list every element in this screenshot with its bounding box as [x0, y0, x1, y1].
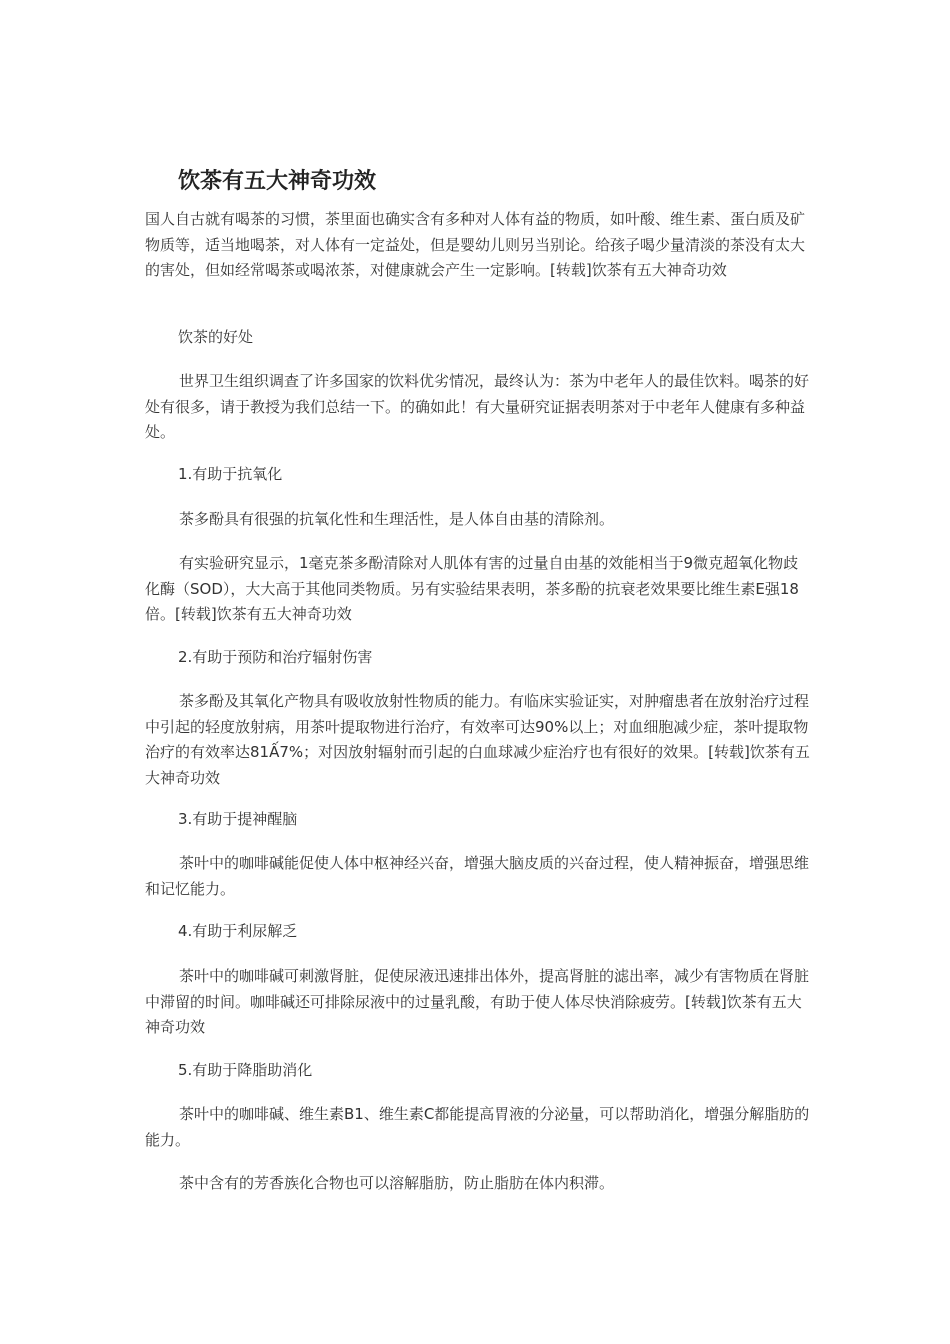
section-paragraph: 茶叶中的咖啡碱能促使人体中枢神经兴奋，增强大脑皮质的兴奋过程，使人精神振奋，增强思维和记忆能力。 — [145, 854, 810, 898]
section-paragraph: 茶多酚及其氧化产物具有吸收放射性物质的能力。有临床实验证实，对肿瘤患者在放射治疗过程中引起的轻度放射病，用茶叶提取物进行治疗，有效率可达90%以上；对血细胞减少症，茶叶提取物治疗的有效率达81Ấ7%；对因放射辐射而引起的白血球减少症治疗也有很好的效果。[转载]饮茶有五大神奇功效 — [145, 692, 810, 787]
section-heading-diuretic: 4.有助于利尿解乏 — [178, 922, 298, 940]
section-heading-antioxidant: 1.有助于抗氧化 — [178, 465, 283, 483]
who-paragraph: 世界卫生组织调查了许多国家的饮料优劣情况，最终认为：茶为中老年人的最佳饮料。喝茶的好处有很多，请于教授为我们总结一下。的确如此！有大量研究证据表明茶对于中老年人健康有多种益处。 — [145, 372, 810, 441]
intro-paragraph: 国人自古就有喝茶的习惯，茶里面也确实含有多种对人体有益的物质，如叶酸、维生素、蛋白质及矿物质等，适当地喝茶，对人体有一定益处，但是婴幼儿则另当别论。给孩子喝少量清淡的茶没有太大的害处，但如经常喝茶或喝浓茶，对健康就会产生一定影响。[转载]饮茶有五大神奇功效 — [145, 210, 806, 279]
section-heading-refresh: 3.有助于提神醒脑 — [178, 810, 298, 828]
section-heading-digestion: 5.有助于降脂助消化 — [178, 1061, 313, 1079]
benefits-heading: 饮茶的好处 — [178, 328, 254, 346]
section-paragraph: 茶叶中的咖啡碱、维生素B1、维生素C都能提高胃液的分泌量，可以帮助消化，增强分解脂肪的能力。 — [145, 1105, 810, 1149]
section-paragraph: 茶叶中的咖啡碱可刺激肾脏，促使尿液迅速排出体外，提高肾脏的滤出率，减少有害物质在肾脏中滞留的时间。咖啡碱还可排除尿液中的过量乳酸，有助于使人体尽快消除疲劳。[转载]饮茶有五大神奇功效 — [145, 967, 810, 1036]
section-heading-radiation: 2.有助于预防和治疗辐射伤害 — [178, 648, 373, 666]
section-paragraph: 茶多酚具有很强的抗氧化性和生理活性，是人体自由基的清除剂。 — [179, 510, 615, 528]
section-paragraph: 茶中含有的芳香族化合物也可以溶解脂肪，防止脂肪在体内积滞。 — [179, 1174, 615, 1192]
section-paragraph: 有实验研究显示，1毫克茶多酚清除对人肌体有害的过量自由基的效能相当于9微克超氧化物歧化酶（SOD），大大高于其他同类物质。另有实验结果表明，茶多酚的抗衰老效果要比维生素E强18倍。[转载]饮茶有五大神奇功效 — [145, 554, 799, 623]
page-title: 饮茶有五大神奇功效 — [178, 169, 377, 194]
